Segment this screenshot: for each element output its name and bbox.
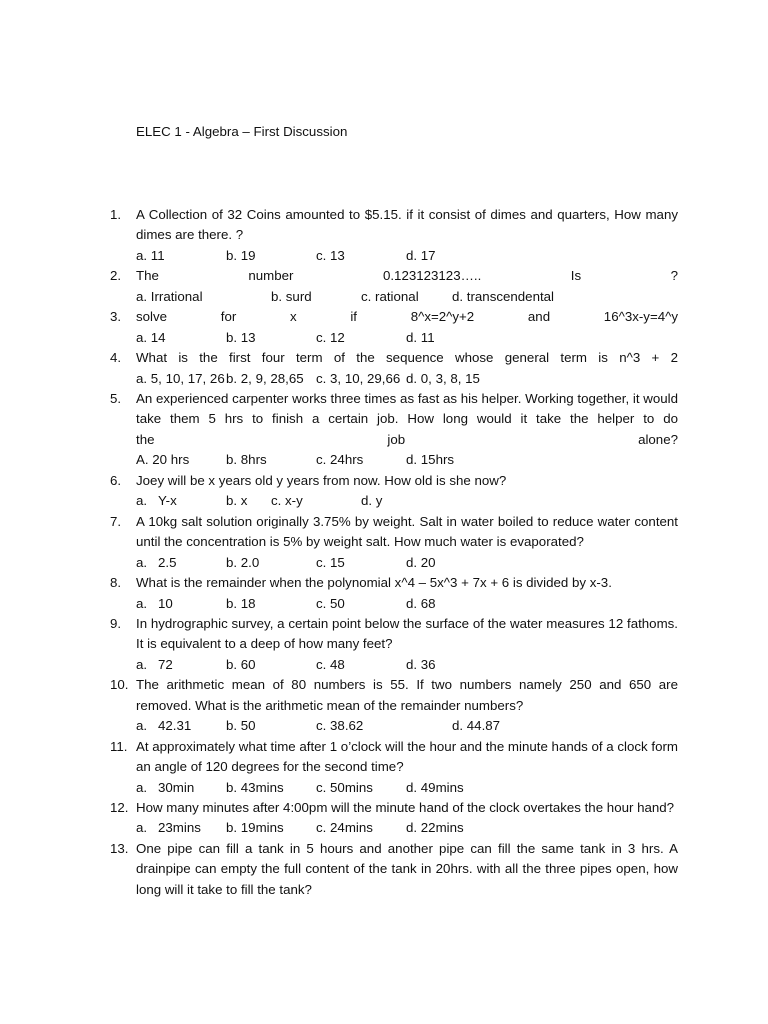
option-a-value: 10 [158,595,173,611]
option-b: b. 43mins [226,779,284,795]
option-d: d. transcendental [452,288,555,304]
option-b: b. 19 [226,247,256,263]
option-a-letter: a. [136,656,148,672]
question-word: 8^x=2^y+2 [410,309,475,325]
answer-options [136,778,678,798]
answer-options [136,450,678,470]
option-c: c. x-y [271,493,303,509]
question-number: 5. [110,391,122,407]
option-d: d. 68 [406,595,436,611]
option-b: b. 8hrs [226,452,267,468]
answer-options [136,328,678,348]
option-b: b. 13 [226,329,256,345]
option-c: c. 15 [316,554,345,570]
option-d: d. 36 [406,656,436,672]
option-b: b. surd [271,288,312,304]
question-text: In hydrographic survey, a certain point below the surface of the water measures 12 fathoms. It is equivalent to a deep of how many feet? [136,615,678,652]
option-d: d. 22mins [406,820,464,836]
answer-options [136,491,678,511]
answer-options [136,818,678,838]
option-a: a. 14 [136,329,166,345]
option-c: c. 38.62 [316,718,364,734]
question-3 [110,307,678,348]
question-word: ? [670,268,678,284]
answer-options [136,553,678,573]
option-c: c. 13 [316,247,345,263]
question-word: for [220,309,237,325]
question-number: 8. [110,575,122,591]
question-number: 1. [110,207,122,222]
question-word: the [136,431,155,447]
answer-options [136,716,678,736]
question-number: 13. [110,840,129,856]
question-2 [110,266,678,307]
question-7 [110,512,678,573]
option-a-value: 42.31 [158,718,192,734]
option-b: b. 50 [226,718,256,734]
question-word: if [350,309,357,325]
option-b: b. 19mins [226,820,284,836]
option-a-letter: a. [136,820,148,836]
question-13 [110,839,678,900]
option-c: c. 24mins [316,820,373,836]
question-text: How many minutes after 4:00pm will the minute hand of the clock overtakes the hour hand? [136,799,675,815]
question-text: A Collection of 32 Coins amounted to $5.15. if it consist of dimes and quarters, How many dimes are there. ? [136,207,678,243]
option-a-letter: a. [136,554,148,570]
question-number: 9. [110,615,122,631]
option-a-letter: a. [136,595,148,611]
answer-options [136,655,678,675]
question-12 [110,798,678,839]
option-b: b. 18 [226,595,256,611]
question-number: 6. [110,472,122,488]
question-1 [110,205,678,266]
option-a: A. 20 hrs [136,452,190,468]
question-word: solve [136,309,168,325]
question-text: A 10kg salt solution originally 3.75% by weight. Salt in water boiled to reduce water content until the concentration is 5% by weight salt. How much water is evaporated? [136,513,678,550]
question-number: 7. [110,513,122,529]
option-c: c. 3, 10, 29,66 [316,370,401,386]
question-number: 11. [110,738,128,754]
question-list [110,205,678,900]
option-d: d. 17 [406,247,436,263]
document-title: ELEC 1 - Algebra – First Discussion [136,124,348,139]
option-b: b. 60 [226,656,256,672]
option-a-letter: a. [136,779,148,795]
question-word: and [527,309,551,325]
option-d: d. y [361,493,383,509]
option-a-value: 2.5 [158,554,177,570]
question-text: The arithmetic mean of 80 numbers is 55. If two numbers namely 250 and 650 are removed. What is the arithmetic mean of the remainder numbers? [136,677,678,713]
question-text: Joey will be x years old y years from now. How old is she now? [136,472,507,488]
option-a: a. 11 [136,247,165,263]
question-11 [110,737,678,798]
question-word: 16^3x-y=4^y [603,309,678,325]
question-text: One pipe can fill a tank in 5 hours and another pipe can fill the same tank in 3 hrs. A drainpipe can empty the full content of the tank in 20hrs. with all the three pipes open, how long will it take to fill the tank? [136,840,678,897]
question-word: Is [570,268,582,284]
option-a-value: 72 [158,656,173,672]
question-word: number [248,268,294,284]
option-a-value: 23mins [158,820,201,836]
question-text: An experienced carpenter works three times as fast as his helper. Working together, it would take them 5 hrs to finish a certain job. How long would it take the helper to do [136,391,678,427]
question-word: job [387,431,406,447]
question-number: 4. [110,350,122,366]
question-text [136,307,678,327]
option-c: c. 50 [316,595,345,611]
option-a-letter: a. [136,718,148,734]
answer-options [136,369,678,389]
option-d: d. 44.87 [452,718,501,734]
option-b: b. 2, 9, 28,65 [226,370,304,386]
option-d: d. 20 [406,554,436,570]
option-a-letter: a. [136,493,148,509]
option-b: b. x [226,493,248,509]
option-a-value: 30min [158,779,195,795]
option-c: c. rational [361,288,419,304]
option-c: c. 48 [316,656,345,672]
option-a-value: Y-x [158,493,177,509]
question-text: What is the first four term of the sequence whose general term is n^3 + 2 [136,350,678,366]
option-c: c. 12 [316,329,345,345]
option-a: a. Irrational [136,288,203,304]
question-number: 10. [110,677,129,693]
question-word: The [136,268,159,284]
question-5 [110,389,678,471]
question-8 [110,573,678,614]
question-word: x [289,309,297,325]
option-d: d. 15hrs [406,452,455,468]
option-d: d. 0, 3, 8, 15 [406,370,480,386]
answer-options [136,594,678,614]
question-10 [110,675,678,736]
question-text: At approximately what time after 1 o’clock will the hour and the minute hands of a clock form an angle of 120 degrees for the second time? [136,738,678,775]
option-b: b. 2.0 [226,554,260,570]
option-a: a. 5, 10, 17, 26 [136,370,225,386]
question-text [136,266,678,286]
question-text-last-line [136,430,678,450]
option-c: c. 50mins [316,779,373,795]
question-9 [110,614,678,675]
answer-options [136,287,678,307]
question-number: 2. [110,268,122,284]
question-number: 12. [110,799,129,815]
question-word: 0.123123123….. [382,268,482,284]
question-number: 3. [110,309,122,325]
option-d: d. 49mins [406,779,464,795]
answer-options [136,246,678,266]
question-4 [110,348,678,389]
option-d: d. 11 [406,329,435,345]
question-6 [110,471,678,512]
option-c: c. 24hrs [316,452,364,468]
question-text: What is the remainder when the polynomial x^4 – 5x^3 + 7x + 6 is divided by x-3. [136,575,612,591]
question-word: alone? [638,431,678,447]
